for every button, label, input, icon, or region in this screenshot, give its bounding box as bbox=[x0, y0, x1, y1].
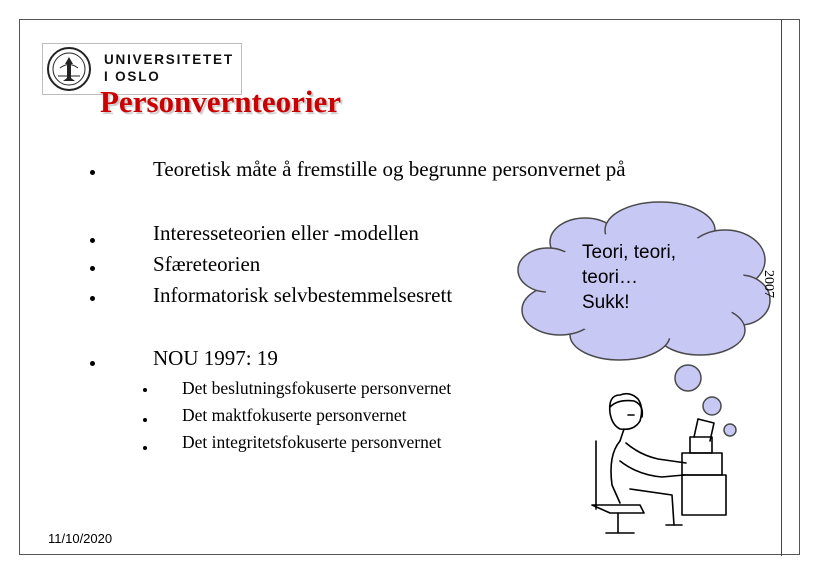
bullet-marker bbox=[90, 238, 95, 243]
bullet-marker bbox=[90, 296, 95, 301]
bullet-marker bbox=[90, 170, 95, 175]
logo-text-line1: UNIVERSITETET bbox=[104, 52, 234, 67]
sub-bullet-marker bbox=[143, 388, 147, 392]
bullet-marker bbox=[90, 266, 95, 271]
sub-bullet-text-1: Det beslutningsfokuserte personvernet bbox=[182, 378, 452, 398]
logo-text-line2: I OSLO bbox=[104, 69, 161, 84]
slide-date: 11/10/2020 bbox=[48, 531, 113, 546]
sub-bullet-marker bbox=[143, 446, 147, 450]
sub-bullet-marker bbox=[143, 418, 147, 422]
slide bbox=[19, 19, 800, 555]
bullet-text-4: Informatorisk selvbestemmelsesrett bbox=[153, 283, 453, 307]
thought-bubble-text: Teori, teori, teori… Sukk! bbox=[582, 242, 676, 313]
sub-bullet-text-3: Det integritetsfokuserte personvernet bbox=[182, 432, 442, 452]
year-label: 2007 bbox=[761, 270, 776, 298]
person-at-typewriter-illustration bbox=[590, 385, 740, 535]
bullet-text-3: Sfæreteorien bbox=[153, 252, 261, 276]
side-divider bbox=[781, 20, 782, 556]
bullet-text-2: Interesseteorien eller -modellen bbox=[153, 221, 419, 245]
sub-bullet-text-2: Det maktfokuserte personvernet bbox=[182, 405, 407, 425]
bullet-text-1: Teoretisk måte å fremstille og begrunne personvernet på bbox=[153, 157, 626, 181]
bullet-marker bbox=[90, 361, 95, 366]
slide-title: Personvernteorier bbox=[100, 84, 341, 119]
university-seal-icon bbox=[46, 46, 92, 92]
bullet-text-5: NOU 1997: 19 bbox=[153, 346, 278, 370]
